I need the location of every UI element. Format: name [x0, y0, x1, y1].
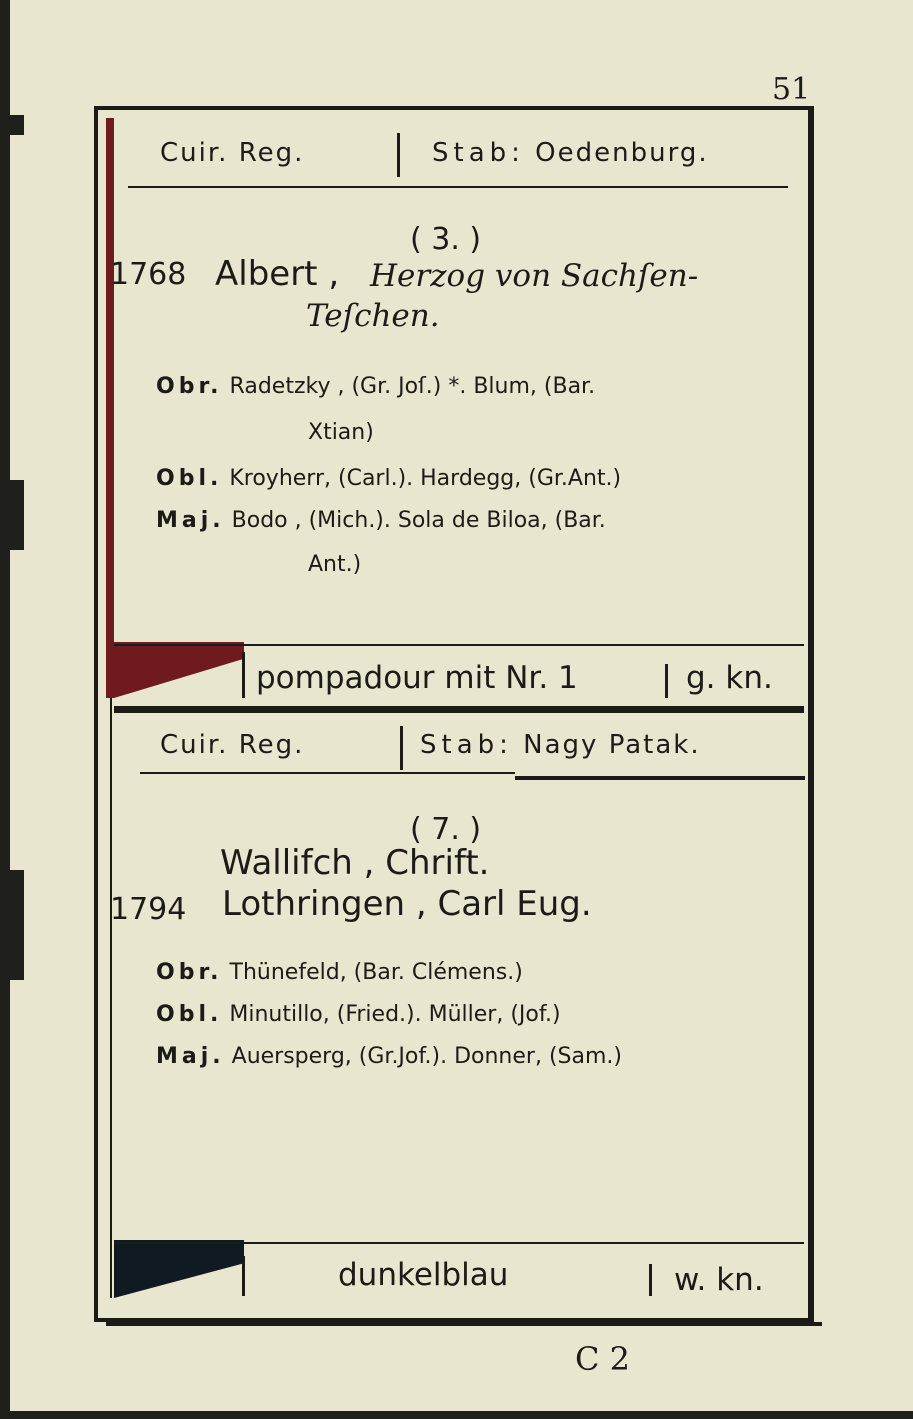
signature-mark: C 2: [575, 1340, 631, 1378]
footer-divider: [665, 664, 668, 698]
owner-title: Herzog von Sachſen-: [370, 258, 699, 294]
spine-mark: [10, 870, 24, 980]
officer-names: Kroyherr, (Carl.). Hardegg, (Gr.Ant.): [229, 466, 622, 491]
regiment-header-left: Cuir. Reg.: [160, 730, 305, 760]
facing-color-label: pompadour mit Nr. 1: [256, 660, 578, 696]
officer-names: Minutillo, (Fried.). Müller, (Jof.): [229, 1002, 561, 1027]
officer-line: [156, 466, 621, 491]
header-divider: [400, 726, 403, 770]
officer-line: [308, 420, 374, 445]
officer-line: [156, 1044, 622, 1069]
owner-title-cont: Teſchen.: [306, 298, 440, 334]
page-number: 51: [772, 72, 811, 107]
spine-mark: [10, 115, 24, 135]
officer-names: Radetzky , (Gr. Joſ.) *. Blum, (Bar.: [229, 374, 596, 399]
officer-line: [156, 374, 595, 399]
second-owner-name: Wallifch , Chrift.: [220, 843, 490, 883]
officer-line: [156, 508, 606, 533]
regiment-header-right: Stab: Nagy Patak.: [420, 730, 701, 760]
footer-rule: [114, 644, 804, 646]
officer-line: [156, 1002, 561, 1027]
officer-rank: Maj.: [156, 1044, 225, 1069]
officer-rank: Obr.: [156, 374, 223, 399]
footer-divider: [649, 1264, 652, 1296]
regiment-header-right: Stab: Oedenburg.: [432, 138, 709, 168]
header-rule: [140, 772, 515, 774]
footer-rule: [114, 1242, 804, 1244]
officer-names: Bodo , (Mich.). Sola de Biloa, (Bar.: [231, 508, 606, 533]
officer-names: Xtian): [308, 420, 374, 445]
officer-rank: Obl.: [156, 466, 223, 491]
owner-name: Lothringen , Carl Eug.: [222, 884, 592, 924]
owner-year: 1794: [110, 892, 187, 927]
officer-line: [156, 960, 523, 985]
buttons-label: g. kn.: [686, 660, 773, 696]
footer-divider: [242, 1256, 245, 1296]
officer-rank: Obr.: [156, 960, 223, 985]
footer-divider: [242, 652, 245, 698]
owner-year: 1768: [110, 257, 187, 292]
regiment-header-left: Cuir. Reg.: [160, 138, 305, 168]
header-divider: [397, 133, 400, 177]
officer-line: [308, 552, 361, 577]
regiment-number: ( 3. ): [410, 222, 482, 257]
officer-names: Auersperg, (Gr.Jof.). Donner, (Sam.): [231, 1044, 622, 1069]
book-page: [10, 0, 913, 1411]
officer-rank: Maj.: [156, 508, 225, 533]
header-rule: [515, 776, 805, 780]
officer-names: Ant.): [308, 552, 362, 577]
facing-color-label: dunkelblau: [338, 1257, 509, 1293]
section-separator: [114, 706, 804, 713]
owner-name: Albert ,: [215, 254, 340, 294]
buttons-label: w. kn.: [674, 1262, 764, 1298]
officer-names: Thünefeld, (Bar. Clémens.): [229, 960, 523, 985]
regiment-number: ( 7. ): [410, 812, 482, 847]
facing-strip-red: [106, 118, 114, 698]
frame-bottom-rule: [106, 1322, 822, 1326]
spine-mark: [10, 480, 24, 550]
header-rule: [128, 186, 788, 188]
officer-rank: Obl.: [156, 1002, 223, 1027]
